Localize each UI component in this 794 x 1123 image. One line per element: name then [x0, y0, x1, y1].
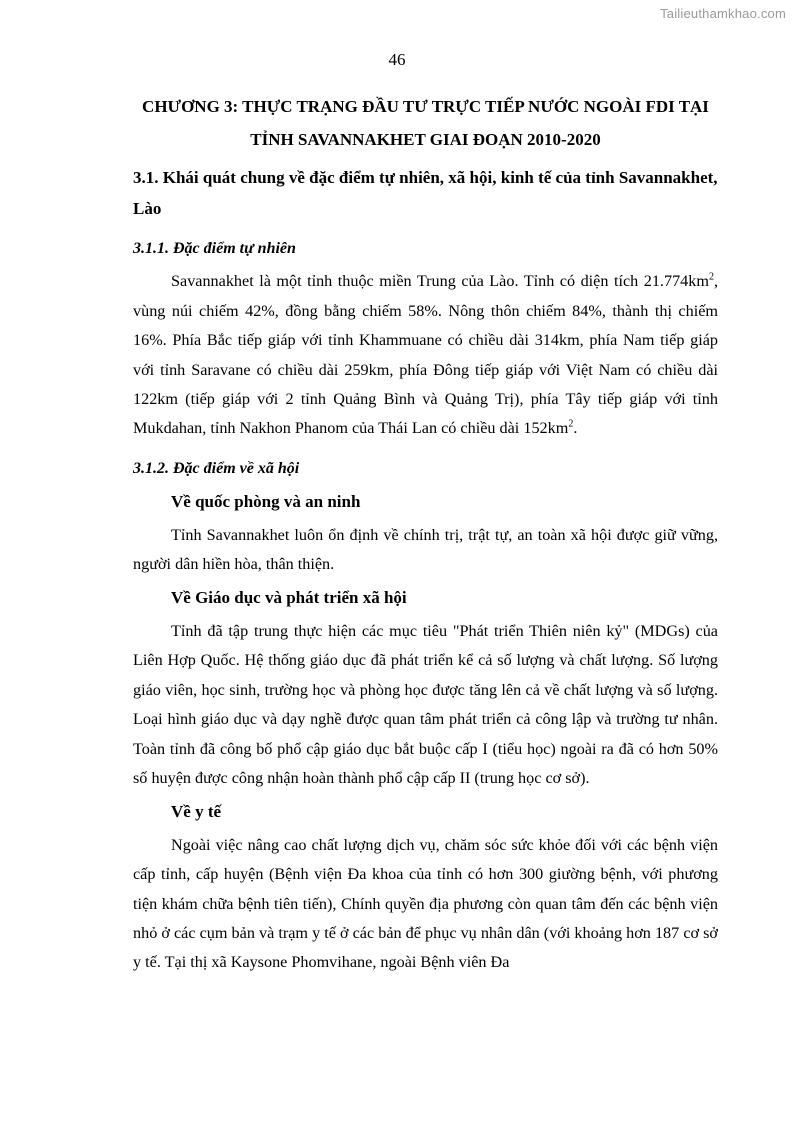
natural-features-text-1: Savannakhet là một tỉnh thuộc miền Trung của Lào. Tỉnh có diện tích 21.774km: [171, 272, 709, 291]
education-paragraph: Tỉnh đã tập trung thực hiện các mục tiêu "Phát triển Thiên niên kỷ" (MDGs) của Liên Hợp Quốc. Hệ thống giáo dục đã phát triển kể cả số lượng và chất lượng. Số lượng giáo viên, học sinh, trường học và phòng học được tăng lên cả về chất lượng và số lượng. Loại hình giáo dục và dạy nghề được quan tâm phát triển cả công lập và trường tư nhân. Toàn tỉnh đã công bố phổ cập giáo dục bắt buộc cấp I (tiểu học) ngoài ra đã có hơn 50% số huyện được công nhận hoàn thành phổ cập cấp II (trung học cơ sở).: [133, 621, 718, 787]
natural-features-paragraph: [133, 267, 718, 443]
superscript-2-length: 2: [568, 419, 574, 431]
health-paragraph: Ngoài việc nâng cao chất lượng dịch vụ, chăm sóc sức khỏe đối với các bệnh viện cấp tỉnh, cấp huyện (Bệnh viện Đa khoa của tỉnh có hơn 300 giường bệnh, với phương tiện khám chữa bệnh tiên tiến), Chính quyền địa phương còn quan tâm đến các bệnh viện nhỏ ở các cụm bản và trạm y tế ở các bản để phục vụ nhân dân (với khoảng hơn 187 cơ sở y tế. Tại thị xã Kaysone Phomvihane, ngoài Bệnh viên Đa: [133, 835, 718, 972]
health-heading: Về y tế: [171, 802, 222, 822]
chapter-title: CHƯƠNG 3: THỰC TRẠNG ĐẦU TƯ TRỰC TIẾP NƯỚC NGOÀI FDI TẠI TỈNH SAVANNAKHET GIAI ĐOẠN 2010-2020: [142, 97, 709, 149]
natural-features-text-3: .: [573, 419, 578, 438]
watermark-text: Tailieuthamkhao.com: [660, 6, 786, 21]
defense-heading: Về quốc phòng và an ninh: [171, 492, 361, 512]
subsection-heading-3-1-1: 3.1.1. Đặc điểm tự nhiên: [133, 240, 296, 257]
defense-paragraph: Tỉnh Savannakhet luôn ổn định về chính trị, trật tự, an toàn xã hội được giữ vững, người dân hiền hòa, thân thiện.: [133, 525, 718, 574]
subsection-heading-3-1-2: 3.1.2. Đặc điểm về xã hội: [133, 459, 300, 477]
document-body: [133, 90, 718, 978]
superscript-2-area: 2: [708, 272, 714, 284]
education-heading: Về Giáo dục và phát triển xã hội: [171, 588, 407, 608]
page-number: 46: [388, 50, 406, 69]
section-heading-3-1: 3.1. Khái quát chung về đặc điểm tự nhiên, xã hội, kinh tế của tỉnh Savannakhet, Lào: [133, 168, 718, 218]
natural-features-text-2: , vùng núi chiếm 42%, đồng bằng chiếm 58%. Nông thôn chiếm 84%, thành thị chiếm 16%. Phía Bắc tiếp giáp với tỉnh Khammuane có chiều dài 314km, phía Nam tiếp giáp với tỉnh Saravane có chiều dài 259km, phía Đông tiếp giáp với Việt Nam có chiều dài 122km (tiếp giáp với 2 tỉnh Quảng Bình và Quảng Trị), phía Tây tiếp giáp với tỉnh Mukdahan, tỉnh Nakhon Phanom của Thái Lan có chiều dài 152km: [133, 272, 718, 438]
